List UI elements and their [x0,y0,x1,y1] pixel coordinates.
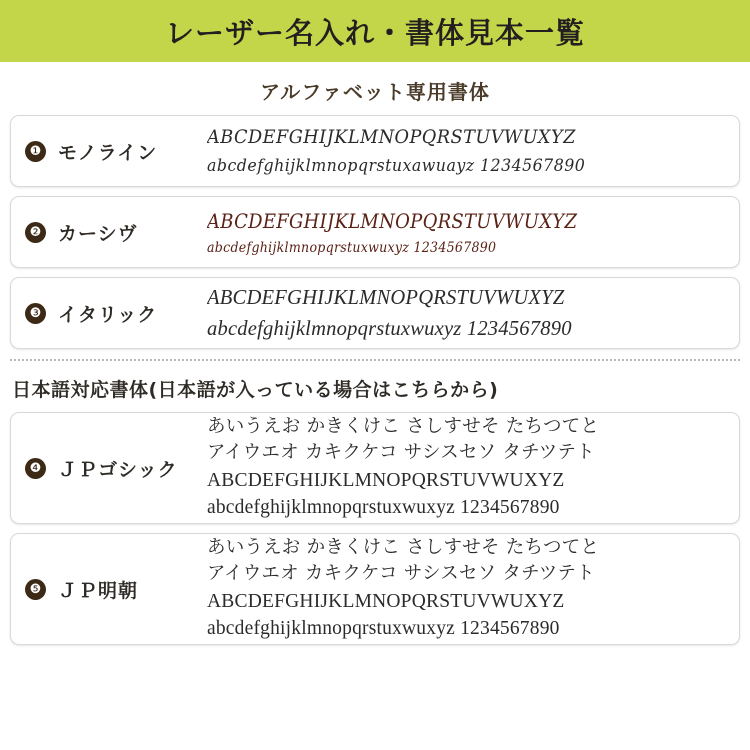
japanese-font-list [0,412,750,645]
font-row-monoline [10,115,740,187]
sample-line-lower: abcdefghijklmnopqrstuxwuxyz 1234567890 [207,618,560,640]
sample-line-upper: ABCDEFGHIJKLMNOPQRSTUVWUXYZ [207,208,578,233]
font-name-jp-gothic: ＪＰゴシック [58,458,178,481]
font-name-jp-mincho: ＪＰ明朝 [58,579,139,602]
sample-line-upper: ABCDEFGHIJKLMNOPQRSTUVWUXYZ [207,469,565,491]
page-title: レーザー名入れ・書体見本一覧 [164,15,585,50]
font-sample-cursive [207,205,739,259]
font-row-jp-gothic [10,412,740,524]
font-label-italic [11,300,207,327]
font-row-italic [10,277,740,349]
section-divider [10,359,740,361]
number-badge-2: ❷ [25,222,46,243]
sample-line-upper: ABCDEFGHIJKLMNOPQRSTUVWUXYZ [207,284,565,309]
font-sample-jp-mincho [207,535,739,643]
font-sample-jp-gothic [207,414,739,522]
alphabet-font-list [0,115,750,349]
page-header [0,0,750,62]
sample-line-hiragana: あいうえお かきくけこ さしすせそ たちつてと [207,416,600,438]
section-alphabet-title: アルファベット専用書体 [260,80,490,104]
sample-line-katakana: アイウエオ カキクケコ サシスセソ タチツテト [207,563,595,585]
font-row-cursive [10,196,740,268]
font-label-jp-mincho [11,576,207,603]
font-name-monoline: モノライン [58,141,158,164]
font-sample-monoline [207,123,739,179]
sample-line-lower: abcdefghijklmnopqrstuxawuayz 1234567890 [207,155,586,176]
font-label-monoline [11,138,207,165]
font-name-cursive: カーシヴ [58,222,138,245]
sample-line-hiragana: あいうえお かきくけこ さしすせそ たちつてと [207,537,600,559]
number-badge-4: ❹ [25,458,46,479]
font-row-jp-mincho [10,533,740,645]
font-label-cursive [11,219,207,246]
sample-line-upper: ABCDEFGHIJKLMNOPQRSTUVWUXYZ [207,126,576,149]
sample-line-katakana: アイウエオ カキクケコ サシスセソ タチツテト [207,442,595,464]
sample-line-lower: abcdefghijklmnopqrstuxwuxyz 1234567890 [207,239,497,256]
number-badge-3: ❸ [25,303,46,324]
number-badge-5: ❺ [25,579,46,600]
sample-line-upper: ABCDEFGHIJKLMNOPQRSTUVWUXYZ [207,590,565,612]
sample-line-lower: abcdefghijklmnopqrstuxwuxyz 1234567890 [207,497,560,519]
font-name-italic: イタリック [58,303,158,326]
number-badge-1: ❶ [25,141,46,162]
font-sample-italic [207,282,739,345]
sample-line-lower: abcdefghijklmnopqrstuxwuxyz 1234567890 [207,316,572,340]
section-japanese-title: 日本語対応書体(日本語が入っている場合はこちらから) [12,379,499,401]
font-label-jp-gothic [11,455,207,482]
